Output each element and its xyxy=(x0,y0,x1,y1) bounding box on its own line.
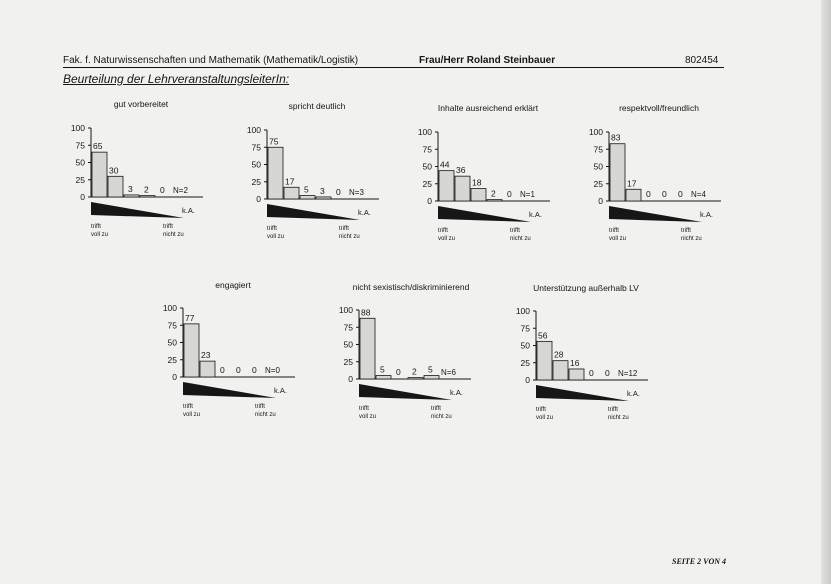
y-tick-label: 100 xyxy=(417,127,432,137)
no-answer-label: k.A. xyxy=(274,386,287,395)
y-tick-label: 0 xyxy=(427,196,432,206)
scale-left-label-line1: trifft xyxy=(359,406,369,412)
y-tick-label: 0 xyxy=(348,374,353,384)
y-tick-label: 25 xyxy=(167,354,177,365)
scale-left-label-line2: voll zu xyxy=(183,412,201,418)
scale-right-label-line1: trifft xyxy=(339,226,349,232)
data-label: 0 xyxy=(396,367,401,377)
y-tick-label: 0 xyxy=(525,375,530,385)
data-label: 0 xyxy=(589,368,594,378)
y-tick-label: 100 xyxy=(70,123,85,133)
data-label: 0 xyxy=(646,189,651,199)
y-tick-label: 0 xyxy=(256,194,261,204)
chart-title-inhalte-erklaert: Inhalte ausreichend erklärt xyxy=(437,103,539,113)
scale-right-label-line2: nicht zu xyxy=(608,415,629,421)
n-count-label: N=0 xyxy=(265,366,280,375)
y-tick-label: 50 xyxy=(593,161,603,172)
data-label: 17 xyxy=(627,178,637,189)
scale-left-label-line1: trifft xyxy=(609,228,619,234)
y-tick-label: 25 xyxy=(593,178,603,189)
chart-title-spricht-deutlich: spricht deutlich xyxy=(288,101,346,111)
data-label: 36 xyxy=(456,165,466,176)
y-tick-label: 25 xyxy=(520,357,530,368)
scale-left-label-line2: voll zu xyxy=(267,234,285,240)
course-id: 802454 xyxy=(685,55,719,66)
y-tick-label: 50 xyxy=(75,157,85,168)
y-tick-label: 75 xyxy=(422,144,432,155)
y-tick-label: 75 xyxy=(593,144,603,155)
bar xyxy=(569,369,584,380)
scale-right-label-line1: trifft xyxy=(510,228,520,234)
data-label: 0 xyxy=(252,365,257,375)
scale-left-label-line2: voll zu xyxy=(438,236,456,242)
page-footer: SEITE 2 VON 4 xyxy=(672,557,727,566)
y-tick-label: 50 xyxy=(167,337,177,348)
section-title: Beurteilung der LehrveranstaltungsleiterIn: xyxy=(63,72,290,86)
scale-right-label-line1: trifft xyxy=(608,407,618,413)
y-tick-label: 75 xyxy=(167,320,177,331)
y-tick-label: 100 xyxy=(246,125,261,135)
scale-right-label-line1: trifft xyxy=(163,224,173,230)
data-label: 3 xyxy=(320,185,325,196)
no-answer-label: k.A. xyxy=(450,388,463,397)
scale-left-label-line1: trifft xyxy=(91,224,101,230)
data-label: 88 xyxy=(361,307,371,318)
scale-left-label-line1: trifft xyxy=(267,226,277,232)
y-tick-label: 50 xyxy=(520,340,530,351)
n-count-label: N=2 xyxy=(173,186,188,195)
y-tick-label: 100 xyxy=(338,305,353,315)
no-answer-label: k.A. xyxy=(627,389,640,398)
data-label: 0 xyxy=(236,365,241,375)
scale-right-label-line1: trifft xyxy=(431,406,441,412)
y-tick-label: 100 xyxy=(515,306,530,316)
scale-left-label-line1: trifft xyxy=(183,404,193,410)
data-label: 75 xyxy=(269,136,279,147)
data-label: 5 xyxy=(428,364,433,375)
data-label: 65 xyxy=(93,141,103,152)
data-label: 77 xyxy=(185,312,195,323)
scale-right-label-line2: nicht zu xyxy=(681,236,702,242)
data-label: 23 xyxy=(201,350,211,361)
data-label: 5 xyxy=(304,184,309,195)
y-tick-label: 0 xyxy=(598,196,603,206)
scale-right-label-line2: nicht zu xyxy=(255,412,276,418)
data-label: 2 xyxy=(144,184,149,195)
data-label: 2 xyxy=(412,366,417,377)
data-label: 0 xyxy=(678,189,683,199)
y-tick-label: 75 xyxy=(75,140,85,151)
no-answer-label: k.A. xyxy=(358,208,371,217)
data-label: 5 xyxy=(380,364,385,375)
no-answer-label: k.A. xyxy=(182,206,195,215)
scale-left-label-line2: voll zu xyxy=(536,415,554,421)
data-label: 28 xyxy=(554,349,564,360)
data-label: 56 xyxy=(538,330,548,341)
y-tick-label: 50 xyxy=(343,339,353,350)
y-tick-label: 25 xyxy=(75,174,85,185)
y-tick-label: 75 xyxy=(520,323,530,334)
data-label: 18 xyxy=(472,177,482,188)
scale-right-label-line2: nicht zu xyxy=(431,414,452,420)
y-tick-label: 0 xyxy=(80,192,85,202)
chart-title-respektvoll: respektvoll/freundlich xyxy=(619,103,699,113)
data-label: 3 xyxy=(128,183,133,194)
y-tick-label: 100 xyxy=(162,303,177,313)
y-tick-label: 25 xyxy=(251,176,261,187)
y-tick-label: 25 xyxy=(343,356,353,367)
n-count-label: N=6 xyxy=(441,368,456,377)
data-label: 2 xyxy=(491,188,496,199)
scale-right-label-line2: nicht zu xyxy=(339,234,360,240)
y-tick-label: 100 xyxy=(588,127,603,137)
scale-right-label-line1: trifft xyxy=(681,228,691,234)
scale-right-label-line1: trifft xyxy=(255,404,265,410)
data-label: 0 xyxy=(662,189,667,199)
scale-right-label-line2: nicht zu xyxy=(510,236,531,242)
data-label: 44 xyxy=(440,159,450,170)
n-count-label: N=12 xyxy=(618,369,638,378)
faculty-header: Fak. f. Naturwissenschaften und Mathematik (Mathematik/Logistik) xyxy=(63,55,359,66)
scale-left-label-line2: voll zu xyxy=(609,236,627,242)
scale-wedge xyxy=(536,385,629,401)
n-count-label: N=1 xyxy=(520,190,535,199)
y-tick-label: 50 xyxy=(251,159,261,170)
y-tick-label: 25 xyxy=(422,178,432,189)
data-label: 0 xyxy=(220,365,225,375)
scale-left-label-line1: trifft xyxy=(536,407,546,413)
data-label: 83 xyxy=(611,132,621,143)
y-tick-label: 0 xyxy=(172,372,177,382)
chart-title-gut-vorbereitet: gut vorbereitet xyxy=(113,99,169,109)
scale-left-label-line1: trifft xyxy=(438,228,448,234)
data-label: 0 xyxy=(336,187,341,197)
scale-left-label-line2: voll zu xyxy=(91,232,109,238)
chart-title-nicht-sexistisch: nicht sexistisch/diskriminierend xyxy=(352,282,470,292)
chart-title-unterstuetzung: Unterstützung außerhalb LV xyxy=(533,283,639,293)
y-tick-label: 75 xyxy=(343,322,353,333)
lecturer-name: Frau/Herr Roland Steinbauer xyxy=(419,55,556,66)
bar xyxy=(553,361,568,380)
scale-right-label-line2: nicht zu xyxy=(163,232,184,238)
data-label: 17 xyxy=(285,176,295,187)
data-label: 16 xyxy=(570,357,580,368)
n-count-label: N=4 xyxy=(691,190,706,199)
y-tick-label: 50 xyxy=(422,161,432,172)
n-count-label: N=3 xyxy=(349,188,364,197)
data-label: 0 xyxy=(160,185,165,195)
scale-left-label-line2: voll zu xyxy=(359,414,377,420)
chart-title-engagiert: engagiert xyxy=(215,280,251,290)
no-answer-label: k.A. xyxy=(529,210,542,219)
data-label: 0 xyxy=(507,189,512,199)
data-label: 0 xyxy=(605,368,610,378)
y-tick-label: 75 xyxy=(251,142,261,153)
data-label: 30 xyxy=(109,165,119,176)
no-answer-label: k.A. xyxy=(700,210,713,219)
bar xyxy=(537,341,552,380)
